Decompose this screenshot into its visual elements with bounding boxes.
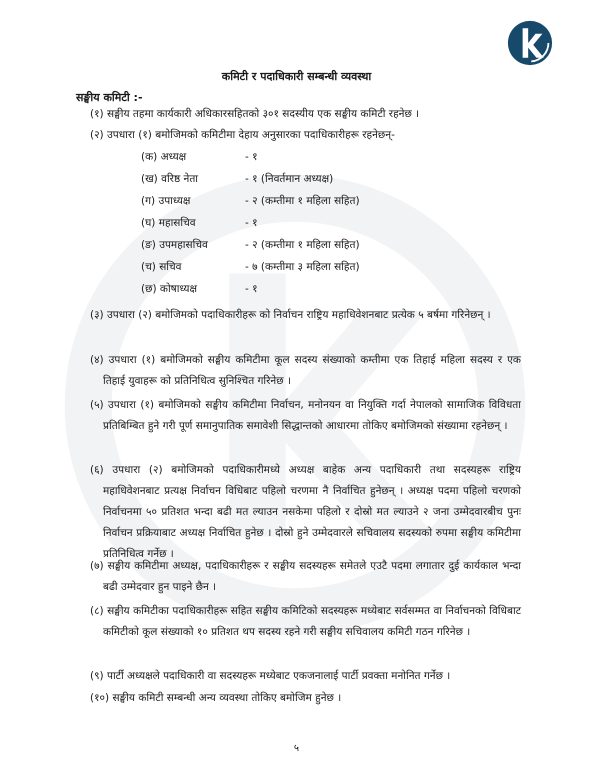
clause-8: (८) सङ्घीय कमिटीका पदाधिकारीहरू सहित सङ्घीय कमिटिको सदस्यहरू मध्येबाट सर्वसम्मत वा निर्वाचनको विधिबाट कमिटीको कूल संख्याको १० प्रतिशत थप सदस्य रहने गरी सङ्घीय सचिवालय कमिटी गठन गरिनेछ ।: [90, 605, 521, 638]
role-name: (घ) महासचिव: [141, 217, 196, 229]
clause-9: (९) पार्टी अध्यक्षले पदाधिकारी वा सदस्यहरू मध्येबाट एकजनालाई पार्टी प्रवक्ता मनोनित गर्नेछ ।: [90, 670, 451, 682]
clause-10: (१०) सङ्घीय कमिटी सम्बन्धी अन्य व्यवस्था तोकिए बमोजिम हुनेछ ।: [90, 692, 342, 704]
role-name: (ङ) उपमहासचिव: [141, 239, 208, 251]
role-name: (ग) उपाध्यक्ष: [141, 195, 191, 207]
role-count: - १ (निवर्तमान अध्यक्ष): [245, 173, 334, 185]
role-row: [141, 172, 333, 186]
role-count: - २ (कम्तीमा १ महिला सहित): [245, 195, 360, 207]
role-row: [141, 282, 258, 296]
role-name: (छ) कोषाध्यक्ष: [141, 283, 198, 295]
role-row: [141, 150, 258, 164]
party-logo-icon: [507, 20, 553, 66]
clause-2: (२) उपधारा (१) बमोजिमको कमिटीमा देहाय अनुसारका पदाधिकारीहरू रहनेछन्-: [90, 129, 395, 141]
role-count: - २ (कम्तीमा १ महिला सहित): [245, 239, 360, 251]
role-count: - १: [245, 151, 258, 163]
section-heading: सङ्घीय कमिटी :-: [76, 91, 143, 104]
role-count: - ७ (कम्तीमा ३ महिला सहित): [245, 261, 360, 273]
role-count: - १: [245, 217, 258, 229]
role-row: [141, 194, 360, 208]
role-row: [141, 238, 360, 252]
clause-7: (७) सङ्घीय कमिटीमा अध्यक्ष, पदाधिकारीहरू र सङ्घीय सदस्यहरू समेतले एउटै पदमा लगातार दुई कार्यकाल भन्दा बढी उम्मेदवार हुन पाइने छैन ।: [90, 560, 521, 593]
clause-4: (४) उपधारा (१) बमोजिमको सङ्घीय कमिटीमा कूल सदस्य संख्याको कम्तीमा एक तिहाई महिला सदस्य र एक तिहाई युवाहरू को प्रतिनिधित्व सुनिश्चित गरिनेछ ।: [90, 354, 521, 387]
page-number: ५: [293, 743, 300, 754]
role-row: [141, 260, 360, 274]
clause-1: (१) सङ्घीय तहमा कार्यकारी अधिकारसहितको ३०१ सदस्यीय एक सङ्घीय कमिटी रहनेछ ।: [90, 108, 420, 120]
role-count: - १: [245, 283, 258, 295]
page-title: कमिटी र पदाधिकारी सम्बन्धी व्यवस्था: [221, 70, 372, 83]
role-name: (ख) वरिष्ठ नेता: [141, 173, 199, 185]
clause-3: (३) उपधारा (२) बमोजिमको पदाधिकारीहरू को निर्वाचन राष्ट्रिय महाधिवेशनबाट प्रत्येक ५ बर्षमा गरिनेछन् ।: [90, 309, 491, 321]
clause-6: (६) उपधारा (२) बमोजिमको पदाधिकारीमध्ये अध्यक्ष बाहेक अन्य पदाधिकारी तथा सदस्यहरू राष्ट्रिय महाधिवेशनबाट प्रत्यक्ष निर्वाचन विधिबाट पहिलो चरणमा नै निर्वाचित हुनेछन् । अध्यक्ष पदमा पहिलो चरणको निर्वाचनमा ५० प्रतिशत भन्दा बढी मत ल्याउन नसकेमा पहिलो र दोस्रो मत ल्याउने २ जना उम्मेदवारबीच पुनः निर्वाचन प्रक्रियाबाट अध्यक्ष निर्वाचित हुनेछ । दोस्रो हुने उम्मेदवारले सचिवालय सदस्यको रुपमा सङ्घीय कमिटीमा प्रतिनिधित्व गर्नेछ ।: [90, 464, 521, 560]
clause-5: (५) उपधारा (१) बमोजिमको सङ्घीय कमिटीमा निर्वाचन, मनोनयन वा नियुक्ति गर्दा नेपालको सामाजिक विविधता प्रतिबिम्बित हुने गरी पूर्ण समानुपातिक समावेशी सिद्धान्तको आधारमा तोकिए बमोजिमको संख्यामा रहनेछन् ।: [90, 399, 521, 432]
role-row: [141, 216, 258, 230]
role-name: (क) अध्यक्ष: [141, 151, 187, 163]
role-name: (च) सचिव: [141, 261, 182, 273]
